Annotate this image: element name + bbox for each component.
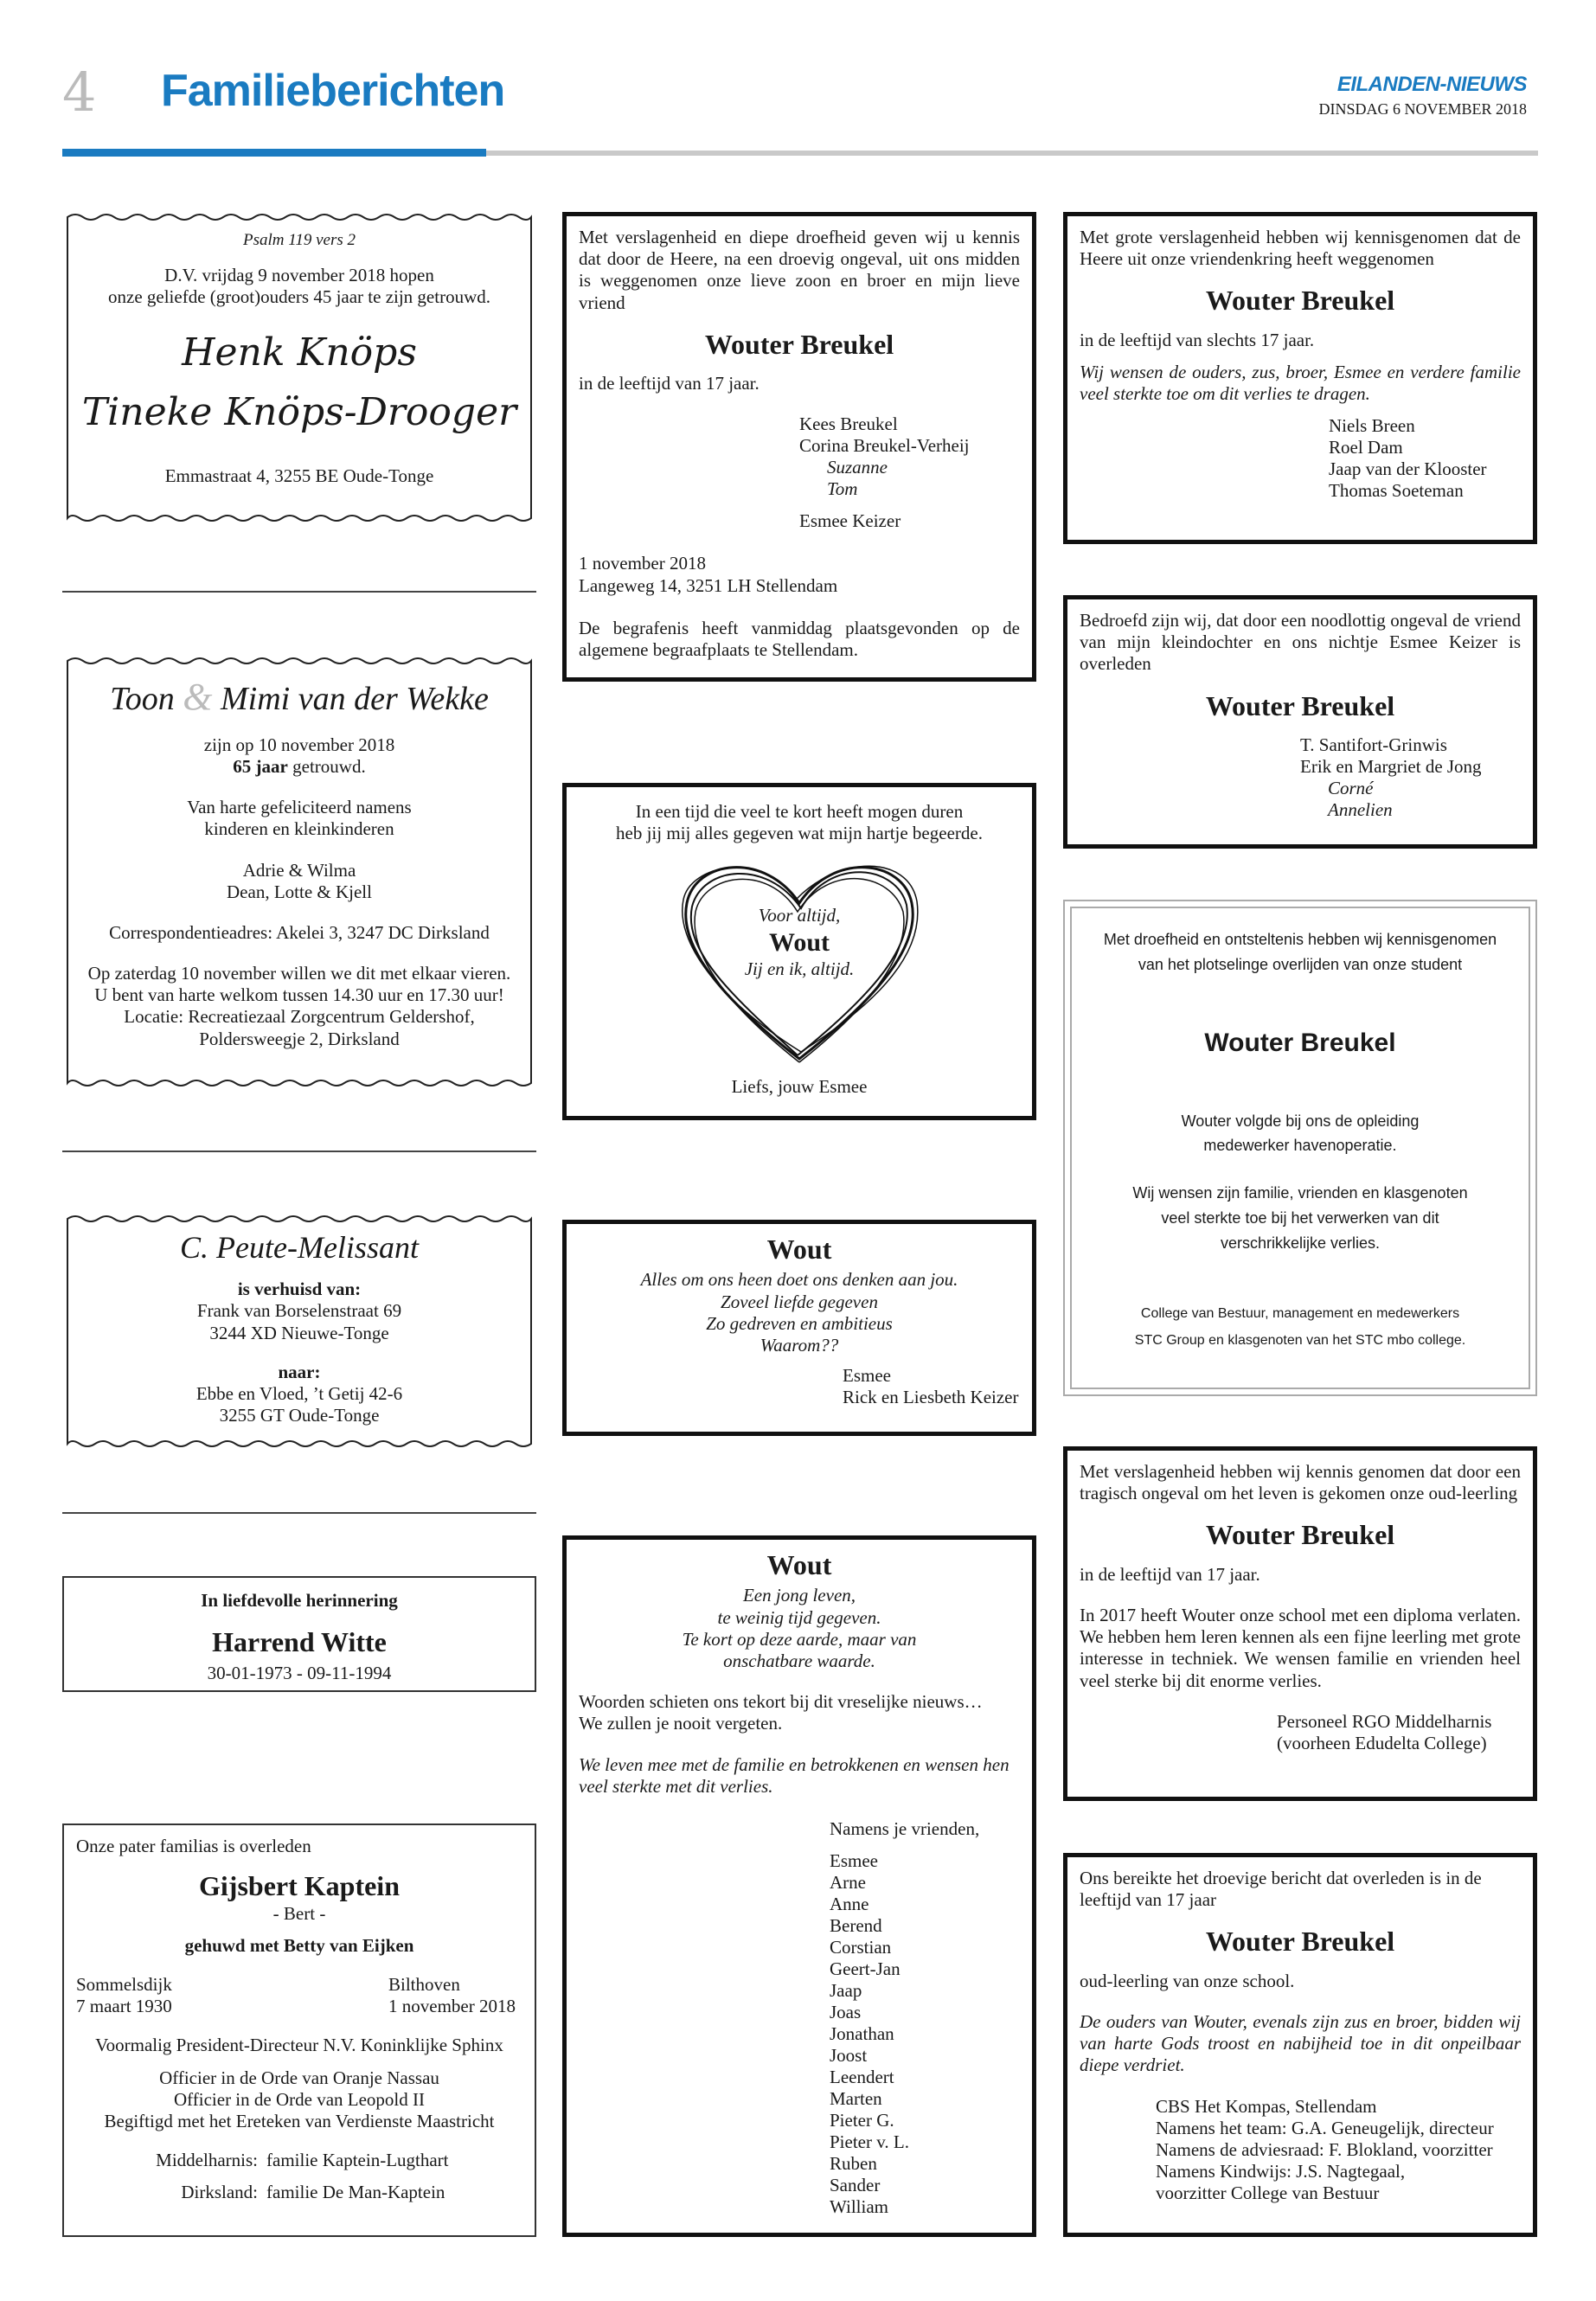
page-number: 4 — [62, 61, 97, 124]
signature-line: STC Group en klasgenoten van het STC mbo college. — [1134, 1333, 1466, 1349]
child-name: Corné — [1328, 777, 1374, 798]
ad-wout-keizer — [562, 1220, 1036, 1436]
ampersand-ornament: & — [183, 676, 213, 718]
ad-heart-esmee — [562, 783, 1036, 1120]
heart-signoff: Liefs, jouw Esmee — [731, 1076, 868, 1098]
wish-line: verschrikkelijke verlies. — [1220, 1234, 1381, 1252]
couple-address: Emmastraat 4, 3255 BE Oude-Tonge — [164, 465, 434, 486]
deceased-name: Wout — [766, 1234, 832, 1265]
friend-name: Jaap — [830, 1979, 862, 2001]
poem-line: Zo gedreven en ambitieus — [706, 1312, 893, 1334]
divider — [62, 591, 536, 593]
poem-line: Te kort op deze aarde, maar van — [682, 1628, 917, 1650]
death-info: Bilthoven 1 november 2018 — [388, 1973, 516, 2017]
old-address: 3244 XD Nieuwe-Tonge — [209, 1322, 389, 1343]
couple-name: Henk Knöps — [182, 330, 417, 375]
friend-name: Jonathan — [830, 2022, 894, 2044]
deceased-name: Wouter Breukel — [1205, 1926, 1395, 1958]
child-name: Suzanne — [827, 457, 888, 478]
friend-name: Pieter v. L. — [830, 2131, 909, 2152]
heart-verse: In een tijd die veel te kort heeft mogen duren — [635, 801, 964, 822]
poem-line: te weinig tijd gegeven. — [717, 1606, 881, 1628]
signature-line: College van Bestuur, management en medewerkers — [1140, 1305, 1460, 1321]
family-address: Langeweg 14, 3251 LH Stellendam — [579, 574, 838, 596]
study-line: medewerker havenoperatie. — [1203, 1137, 1397, 1155]
honour-line: Officier in de Orde van Oranje Nassau — [159, 2067, 439, 2088]
signer-line: Namens het team: G.A. Geneugelijk, directeur — [1156, 2117, 1494, 2138]
party-line: Locatie: Recreatiezaal Zorgcentrum Geldershof, — [124, 1006, 475, 1028]
poem-line: Zoveel liefde gegeven — [721, 1291, 878, 1312]
old-address: Frank van Borselenstraat 69 — [196, 1300, 402, 1322]
friend-name: William — [830, 2195, 888, 2217]
ad-kompas-school — [1063, 1853, 1537, 2237]
anniversary-date: zijn op 10 november 2018 — [203, 734, 395, 755]
sympathy-note: We leven mee met de familie en betrokkenen en wensen hen veel sterkte met dit verlies. — [579, 1753, 1010, 1797]
obituary-intro: Ons bereikte het droevige bericht dat overleden is in de leeftijd van 17 jaar — [1080, 1868, 1482, 1911]
couple-name: Tineke Knöps-Drooger — [81, 389, 517, 434]
ad-stc-college — [1063, 900, 1537, 1396]
moved-to-label: naar: — [278, 1361, 321, 1382]
divider — [62, 1150, 536, 1152]
poem-line: onschatbare waarde. — [723, 1650, 875, 1671]
deceased-name: Wouter Breukel — [1205, 689, 1395, 721]
birth-info: Sommelsdijk 7 maart 1930 — [76, 1973, 172, 2017]
ad-grandparents — [1063, 595, 1537, 849]
section-title: Familieberichten — [161, 66, 505, 116]
heart-name: Wout — [768, 927, 830, 957]
wish-line: veel sterkte toe bij het verwerken van dit — [1161, 1208, 1439, 1227]
signer-name: Rick en Liesbeth Keizer — [843, 1387, 1019, 1408]
message-line: We zullen je nooit vergeten. — [579, 1713, 783, 1734]
deceased-name: Harrend Witte — [212, 1626, 387, 1658]
anniversary-line: onze geliefde (groot)ouders 45 jaar te zijn getrouwd. — [108, 285, 490, 307]
obituary-intro: Bedroefd zijn wij, dat door een noodlottig ongeval de vriend van mijn kleindochter en ons nichtje Esmee Keizer is overleden — [1080, 610, 1521, 675]
on-behalf-line: Namens je vrienden, — [830, 1817, 980, 1839]
poem-line: Een jong leven, — [742, 1585, 856, 1606]
deceased-name: Wouter Breukel — [1205, 285, 1395, 317]
child-name: Annelien — [1328, 798, 1393, 820]
ad-rgo-school — [1063, 1446, 1537, 1801]
divider — [62, 1512, 536, 1514]
friend-name: Arne — [830, 1871, 866, 1893]
friend-name: Anne — [830, 1893, 869, 1914]
family-signature: Middelharnis: familie Kaptein-Lugthart — [156, 2150, 449, 2171]
honour-line: Officier in de Orde van Leopold II — [173, 2088, 425, 2110]
ad-peute-moved — [62, 1214, 536, 1449]
heart-verse: heb jij mij alles gegeven wat mijn hartje begeerde. — [616, 823, 983, 844]
signer-name: Kees Breukel — [799, 413, 898, 435]
signer-line: voorzitter College van Bestuur — [1156, 2182, 1380, 2203]
friend-name: Berend — [830, 1914, 882, 1936]
deceased-name: Wouter Breukel — [1205, 1519, 1395, 1551]
deceased-name: Gijsbert Kaptein — [199, 1870, 400, 1902]
family-line: Dean, Lotte & Kjell — [227, 881, 372, 902]
life-dates: 30-01-1973 - 09-11-1994 — [207, 1662, 392, 1683]
ad-wout-friends — [562, 1535, 1036, 2237]
couple-surname: Mimi van der Wekke — [221, 681, 489, 717]
poem-line: Waarom?? — [760, 1334, 839, 1356]
paper-name: EILANDEN-NIEUWS — [1336, 73, 1527, 96]
resident-name: C. Peute-Melissant — [180, 1230, 419, 1265]
spouse-line: gehuwd met Betty van Eijken — [184, 1934, 414, 1956]
sympathy-note: Wij wensen de ouders, zus, broer, Esmee en verdere familie veel sterkte toe om dit verlies te dragen. — [1080, 361, 1521, 405]
correspondence-address: Correspondentieadres: Akelei 3, 3247 DC Dirksland — [109, 921, 490, 943]
age-line: in de leeftijd van 17 jaar. — [1080, 1563, 1260, 1585]
age-line: in de leeftijd van 17 jaar. — [579, 373, 760, 394]
ad-wekke-anniversary — [62, 656, 536, 1088]
former-pupil-line: oud-leerling van onze school. — [1080, 1970, 1295, 1991]
anniversary-years: 65 jaar getrouwd. — [233, 755, 366, 777]
deceased-name: Wouter Breukel — [704, 328, 894, 360]
obituary-intro: Met droefheid en ontsteltenis hebben wij kennisgenomen — [1103, 931, 1497, 948]
signer-line: Namens de adviesraad: F. Blokland, voorzitter — [1156, 2138, 1493, 2160]
friend-name: Ruben — [830, 2152, 877, 2174]
honour-line: Begiftigd met het Ereteken van Verdienste Maastricht — [104, 2110, 495, 2131]
moved-from-label: is verhuisd van: — [237, 1279, 362, 1300]
signer-name: Esmee — [843, 1365, 891, 1387]
congrats-line: Van harte gefeliciteerd namens — [187, 797, 412, 818]
signature-line: Personeel RGO Middelharnis — [1277, 1710, 1492, 1732]
signer-name: T. Santifort-Grinwis — [1300, 734, 1447, 755]
friend-name: Leendert — [830, 2066, 894, 2087]
party-line: U bent van harte welkom tussen 14.30 uur en 17.30 uur! — [94, 984, 504, 1006]
obituary-intro: Met verslagenheid en diepe droefheid geven wij u kennis dat door de Heere, na een droevig ongeval, uit ons midden is weggenomen onze lieve zoon en broer en mijn lieve vriend — [579, 227, 1020, 313]
child-name: Tom — [827, 478, 858, 500]
deceased-name: Wouter Breukel — [1204, 1028, 1396, 1057]
new-address: Ebbe en Vloed, ’t Getij 42-6 — [195, 1382, 403, 1404]
ad-friends-circle — [1063, 212, 1537, 544]
wish-line: Wij wensen zijn familie, vrienden en klasgenoten — [1132, 1184, 1468, 1202]
funeral-note: De begrafenis heeft vanmiddag plaatsgevonden op de algemene begraafplaats te Stellendam. — [579, 617, 1020, 660]
study-line: Wouter volgde bij ons de opleiding — [1181, 1112, 1420, 1130]
message-line: Woorden schieten ons tekort bij dit vreselijke nieuws… — [579, 1691, 983, 1713]
friend-name: Marten — [830, 2087, 882, 2109]
signer-name: Roel Dam — [1329, 437, 1403, 458]
career-line: Voormalig President-Directeur N.V. Koninklijke Sphinx — [95, 2035, 503, 2056]
ad-witte-memorial — [62, 1576, 536, 1692]
ad-knops-anniversary — [62, 212, 536, 523]
family-line: Adrie & Wilma — [242, 859, 356, 881]
friend-name: Pieter G. — [830, 2109, 894, 2131]
obituary-intro: Met grote verslagenheid hebben wij kennisgenomen dat de Heere uit onze vriendenkring heeft weggenomen — [1080, 227, 1521, 270]
heart-together: Jij en ik, altijd. — [744, 958, 855, 979]
deceased-name: Wout — [766, 1549, 832, 1580]
age-line: in de leeftijd van slechts 17 jaar. — [1080, 329, 1315, 350]
congrats-line: kinderen en kleinkinderen — [204, 818, 394, 840]
death-date: 1 november 2018 — [579, 553, 706, 574]
deceased-nickname: - Bert - — [272, 1902, 326, 1924]
friend-name: Joas — [830, 2001, 862, 2022]
school-memory: In 2017 heeft Wouter onze school met een diploma verlaten. We hebben hem leren kennen als een fijne leerling met grote interesse in techniek. We wensen familie en vrienden heel veel sterke bij dit enorme verlies. — [1080, 1604, 1521, 1691]
sympathy-note: De ouders van Wouter, evenals zijn zus en broer, bidden wij van harte Gods troost en nabijheid toe in dit onpeilbaar diepe verdriet. — [1080, 2010, 1521, 2076]
new-address: 3255 GT Oude-Tonge — [219, 1405, 380, 1426]
party-line: Poldersweegje 2, Dirksland — [199, 1028, 400, 1049]
anniversary-line: D.V. vrijdag 9 november 2018 hopen — [164, 264, 434, 285]
memorial-heading: In liefdevolle herinnering — [201, 1590, 398, 1611]
couple-first-name: Toon — [110, 681, 175, 717]
psalm-reference: Psalm 119 vers 2 — [243, 231, 356, 249]
ad-family-obituary — [562, 212, 1036, 682]
family-signature: Dirksland: familie De Man-Kaptein — [181, 2182, 445, 2203]
friend-name: Geert-Jan — [830, 1958, 901, 1979]
friend-name: Corstian — [830, 1936, 892, 1958]
signer-name: Erik en Margriet de Jong — [1300, 755, 1482, 777]
issue-date: DINSDAG 6 NOVEMBER 2018 — [1318, 100, 1527, 118]
partner-name: Esmee Keizer — [799, 510, 901, 532]
signer-name: Jaap van der Klooster — [1329, 458, 1487, 480]
signer-name: Thomas Soeteman — [1329, 480, 1464, 502]
signer-name: Niels Breen — [1329, 415, 1415, 437]
signer-name: Corina Breukel-Verheij — [799, 435, 970, 457]
obituary-intro: Met verslagenheid hebben wij kennis genomen dat door een tragisch ongeval om het leven is gekomen onze oud-leerling — [1080, 1461, 1521, 1504]
header-rule-grey — [486, 151, 1538, 156]
friend-name: Esmee — [830, 1849, 878, 1871]
header-rule-blue — [62, 149, 486, 157]
party-line: Op zaterdag 10 november willen we dit met elkaar vieren. — [87, 963, 511, 984]
signer-line: CBS Het Kompas, Stellendam — [1156, 2095, 1377, 2117]
signature-line: (voorheen Edudelta College) — [1277, 1732, 1487, 1753]
obituary-intro: van het plotselinge overlijden van onze student — [1138, 955, 1463, 973]
ad-kaptein-obituary — [62, 1823, 536, 2237]
obituary-intro: Onze pater familias is overleden — [76, 1836, 311, 1856]
heart-forever: Voor altijd, — [758, 905, 841, 926]
friend-name: Joost — [830, 2044, 868, 2066]
signer-line: Namens Kindwijs: J.S. Nagtegaal, — [1156, 2160, 1406, 2182]
friend-name: Sander — [830, 2174, 881, 2195]
poem-line: Alles om ons heen doet ons denken aan jou. — [640, 1269, 958, 1291]
